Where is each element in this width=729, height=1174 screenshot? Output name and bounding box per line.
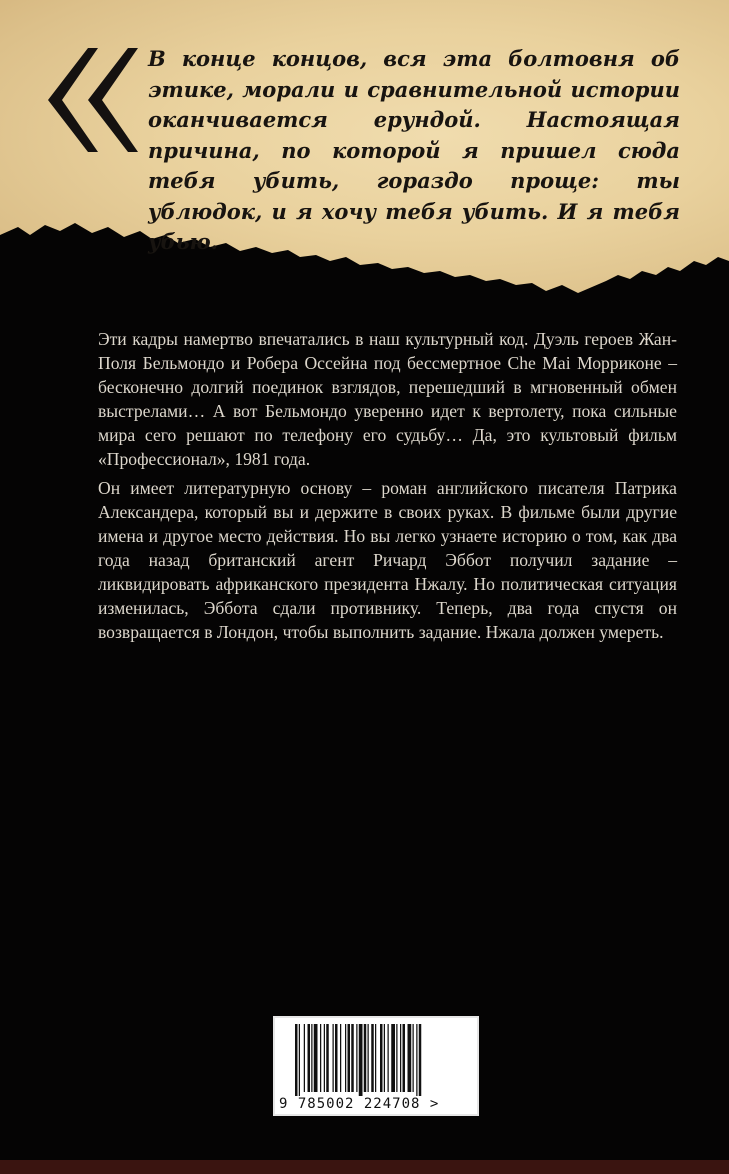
barcode-bar — [348, 1024, 351, 1092]
barcode-bar — [326, 1024, 329, 1092]
barcode-bar — [403, 1024, 406, 1092]
barcode-bar — [299, 1024, 300, 1096]
barcode-digits: 9 785002 224708 > — [279, 1096, 440, 1112]
barcode-bar — [320, 1024, 321, 1092]
barcode-bar — [333, 1024, 334, 1092]
description-text — [98, 327, 677, 644]
barcode-bar — [311, 1024, 312, 1092]
bottom-strip — [0, 1160, 729, 1174]
barcode-bar — [324, 1024, 325, 1092]
barcode-bar — [396, 1024, 397, 1092]
barcode-bar — [380, 1024, 383, 1092]
barcode-bar — [364, 1024, 367, 1092]
description-paragraph: Он имеет литературную основу – роман английского писателя Патрика Александера, который вы и держите в своих руках. В фильме были другие имена и другое место действия. Но вы легко узнаете историю о том, как два года назад британский агент Ричард Эббот получил задание – ликвидировать африканского президента Нжалу. Но политическая ситуация изменилась, Эббота сдали противнику. Теперь, два года спустя он возвращается в Лондон, чтобы выполнить задание. Нжала должен умереть. — [98, 477, 677, 643]
barcode-bar — [351, 1024, 354, 1092]
barcode-bar — [359, 1024, 363, 1096]
guillemet-quote-icon — [40, 40, 140, 160]
barcode-bar — [335, 1024, 338, 1092]
barcode-bar — [400, 1024, 401, 1092]
barcode-bar — [295, 1024, 298, 1096]
barcode-bar — [391, 1024, 395, 1092]
barcode-bar — [356, 1024, 357, 1092]
barcode-bar — [413, 1024, 414, 1092]
barcode-bar — [314, 1024, 318, 1092]
isbn-barcode — [273, 1016, 479, 1116]
barcode-bar — [371, 1024, 374, 1092]
barcode-bar — [408, 1024, 412, 1092]
barcode-bar — [345, 1024, 346, 1092]
barcode-bar — [368, 1024, 369, 1092]
barcode-bar — [388, 1024, 389, 1092]
barcode-bar — [375, 1024, 376, 1092]
barcode-bar — [416, 1024, 417, 1096]
barcode-bar — [304, 1024, 305, 1092]
barcode-bar — [384, 1024, 385, 1092]
barcode-bar — [308, 1024, 311, 1092]
quote-text: В конце концов, вся эта болтовня об этике, морали и сравнительной истории оканчивается ерундой. Настоящая причина, по которой я пришел сюда тебя убить, гораздо проще: ты ублюдок, и я хочу тебя убить. И я тебя убью. — [148, 46, 680, 254]
barcode-bar — [340, 1024, 341, 1092]
barcode-bar — [419, 1024, 422, 1096]
description-paragraph: Эти кадры намертво впечатались в наш культурный код. Дуэль героев Жан-Поля Бельмондо и Робера Оссейна под бессмертное Che Mai Морриконе – бесконечно долгий поединок взглядов, перешедший в мгновенный обмен выстрелами… А вот Бельмондо уверенно идет к вертолету, пока сильные мира сего решают по телефону его судьбу… Да, это культовый фильм «Профессионал», 1981 года. — [98, 329, 677, 470]
